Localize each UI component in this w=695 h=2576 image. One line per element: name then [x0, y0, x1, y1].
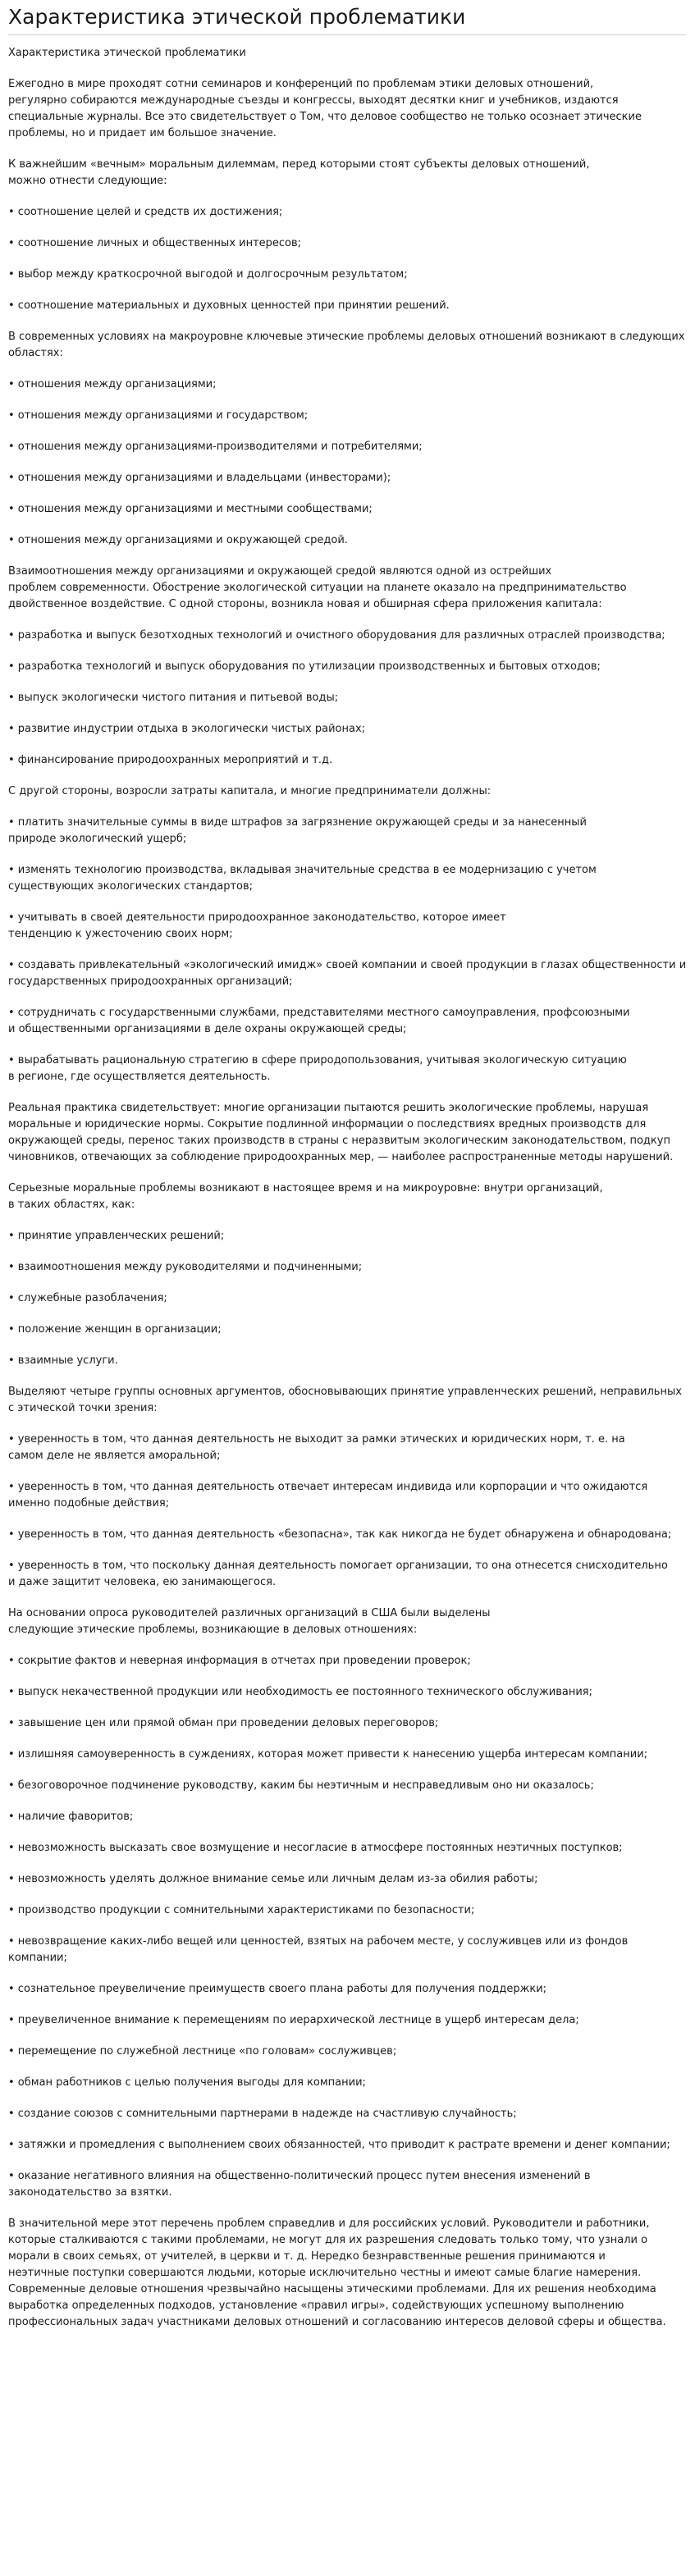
paragraph: • отношения между организациями и владельцами (инвесторами); — [8, 472, 391, 484]
paragraph: • излишняя самоуверенность в суждениях, которая может привести к нанесению ущерба интересам компании; — [8, 1748, 648, 1761]
paragraph: • соотношение материальных и духовных ценностей при принятии решений. — [8, 299, 450, 312]
paragraph: • платить значительные суммы в виде штрафов за загрязнение окружающей среды и за нанесенный природе экологический ущерб; — [8, 816, 588, 845]
paragraph: Серьезные моральные проблемы возникают в настоящее время и на микроуровне: внутри организаций, в таких областях, как: — [8, 1182, 603, 1211]
paragraph: • уверенность в том, что данная деятельность не выходит за рамки этических и юридических норм, т. е. на самом деле не является аморальной; — [8, 1433, 625, 1462]
paragraph: • оказание негативного влияния на общественно-политический процесс путем внесения изменений в законодательство за взятки. — [8, 2170, 591, 2199]
subtitle: Характеристика этической проблематики — [8, 47, 246, 59]
paragraph: В современных условиях на макроуровне ключевые этические проблемы деловых отношений возникают в следующих областях: — [8, 331, 685, 359]
paragraph: • уверенность в том, что данная деятельность отвечает интересам индивида или корпорации и что ожидаются именно подобные действия; — [8, 1481, 648, 1510]
paragraph: Ежегодно в мире проходят сотни семинаров и конференций по проблемам этики деловых отношений, регулярно собираются международные съезды и конгрессы, выходят десятки книг и учебников, издаются специальные журналы. Все это свидетельствует о Том, что деловое сообщество не только осознает этические проблемы, но и придает им большое значение. — [8, 78, 642, 139]
paragraph: • преувеличенное внимание к перемещениям по иерархической лестнице в ущерб интересам дела; — [8, 2014, 579, 2026]
paragraph: • создание союзов с сомнительными партнерами в надежде на счастливую случайность; — [8, 2108, 517, 2120]
paragraph: • соотношение личных и общественных интересов; — [8, 237, 302, 249]
paragraph: • выпуск некачественной продукции или необходимость ее постоянного технического обслуживания; — [8, 1686, 593, 1698]
paragraph: На основании опроса руководителей различных организаций в США были выделены следующие этические проблемы, возникающие в деловых отношениях: — [8, 1607, 491, 1636]
paragraph: • сознательное преувеличение преимуществ своего плана работы для получения поддержки; — [8, 1983, 547, 1995]
paragraph: • наличие фаворитов; — [8, 1811, 134, 1823]
paragraph: • отношения между организациями и местными сообществами; — [8, 503, 373, 515]
paragraph: • выпуск экологически чистого питания и питьевой воды; — [8, 692, 339, 704]
paragraph: • финансирование природоохранных мероприятий и т.д. — [8, 754, 333, 766]
paragraph: • отношения между организациями; — [8, 378, 217, 391]
paragraph: • безоговорочное подчинение руководству, каким бы неэтичным и несправедливым оно ни оказалось; — [8, 1779, 594, 1792]
paragraph: • взаимные услуги. — [8, 1354, 118, 1367]
paragraph: • взаимоотношения между руководителями и подчиненными; — [8, 1261, 363, 1273]
paragraph: • отношения между организациями-производителями и потребителями; — [8, 441, 423, 453]
paragraph: • обман работников с целью получения выгоды для компании; — [8, 2076, 366, 2089]
paragraph: • отношения между организациями и окружающей средой. — [8, 534, 348, 546]
paragraph: Взаимоотношения между организациями и окружающей средой являются одной из острейших проблем современности. Обострение экологической ситуации на планете оказало на предпринимательство двойственное воздействие. С одной стороны, возникла новая и обширная сфера приложения капитала: — [8, 565, 627, 610]
paragraph: С другой стороны, возросли затраты капитала, и многие предприниматели должны: — [8, 785, 492, 797]
paragraph: • соотношение целей и средств их достижения; — [8, 206, 283, 218]
paragraph: Выделяют четыре группы основных аргументов, обосновывающих принятие управленческих решений, неправильных с этической точки зрения: — [8, 1386, 682, 1414]
paragraph: • затяжки и промедления с выполнением своих обязанностей, что приводит к растрате времени и денег компании; — [8, 2139, 670, 2151]
paragraph: Реальная практика свидетельствует: многие организации пытаются решить экологические проблемы, нарушая моральные и юридические нормы. Сокрытие подлинной информации о последствиях вредных производств для окружающей среды, перенос таких производств в страны с неразвитым экологическим законодательством, подкуп чиновников, отвечающих за соблюдение природоохранных мер, — наиболее распространенные методы нарушений. — [8, 1102, 674, 1163]
paragraph: • перемещение по служебной лестнице «по головам» сослуживцев; — [8, 2045, 397, 2058]
paragraph: • разработка и выпуск безотходных технологий и очистного оборудования для различных отраслей производства; — [8, 629, 665, 642]
paragraph: • развитие индустрии отдыха в экологически чистых районах; — [8, 723, 366, 735]
paragraph: К важнейшим «вечным» моральным дилеммам, перед которыми стоят субъекты деловых отношений, можно отнести следующие: — [8, 158, 590, 187]
paragraph: • положение женщин в организации; — [8, 1323, 222, 1336]
paragraph: • изменять технологию производства, вкладывая значительные средства в ее модернизацию с учетом существующих экологических стандартов; — [8, 864, 597, 893]
paragraph: В значительной мере этот перечень проблем справедлив и для российских условий. Руководители и работники, которые сталкиваются с такими проблемами, не могут для их разрешения следовать только тому, что узнали о морали в своих семьях, от учителей, в церкви и т. д. Нередко безнравственные решения принимаются и неэтичные поступки совершаются людьми, которые исключительно честны и имеют самые благие намерения. Современные деловые отношения чрезвычайно насыщены этическими проблемами. Для их решения необходима выработка определенных подходов, установление «правил игры», содействующих успешному выполнению профессиональных задач участниками деловых отношений и согласованию интересов деловой сферы и общества. — [8, 2217, 666, 2328]
paragraph: • создавать привлекательный «экологический имидж» своей компании и своей продукции в глазах общественности и государственных природоохранных организаций; — [8, 959, 687, 988]
paragraph: • вырабатывать рациональную стратегию в сфере природопользования, учитывая экологическую ситуацию в регионе, где осуществляется деятельность. — [8, 1054, 627, 1083]
document-body — [8, 45, 687, 2331]
paragraph: • сотрудничать с государственными службами, представителями местного самоуправления, профсоюзными и общественными организациями в деле охраны окружающей среды; — [8, 1007, 630, 1035]
paragraph: • невозможность высказать свое возмущение и несогласие в атмосфере постоянных неэтичных поступков; — [8, 1842, 623, 1854]
paragraph: • невозможность уделять должное внимание семье или личным делам из-за обилия работы; — [8, 1873, 538, 1885]
paragraph: • сокрытие фактов и неверная информация в отчетах при проведении проверок; — [8, 1655, 471, 1667]
paragraph: • уверенность в том, что поскольку данная деятельность помогает организации, то она отнесется снисходительно и даже защитит человека, ею занимающегося. — [8, 1560, 668, 1588]
paragraph: • производство продукции с сомнительными характеристиками по безопасности; — [8, 1904, 475, 1916]
paragraph: • принятие управленческих решений; — [8, 1230, 225, 1242]
paragraph: • завышение цен или прямой обман при проведении деловых переговоров; — [8, 1717, 439, 1729]
page-title: Характеристика этической проблематики — [8, 0, 687, 35]
paragraph: • учитывать в своей деятельности природоохранное законодательство, которое имеет тенденцию к ужесточению своих норм; — [8, 911, 506, 940]
paragraph: • выбор между краткосрочной выгодой и долгосрочным результатом; — [8, 268, 408, 281]
paragraph: • уверенность в том, что данная деятельность «безопасна», так как никогда не будет обнаружена и обнародована; — [8, 1528, 672, 1541]
paragraph: • служебные разоблачения; — [8, 1292, 167, 1304]
paragraph: • невозвращение каких-либо вещей или ценностей, взятых на рабочем месте, у сослуживцев или из фондов компании; — [8, 1935, 629, 1964]
paragraph: • разработка технологий и выпуск оборудования по утилизации производственных и бытовых отходов; — [8, 660, 601, 673]
paragraph: • отношения между организациями и государством; — [8, 409, 309, 422]
